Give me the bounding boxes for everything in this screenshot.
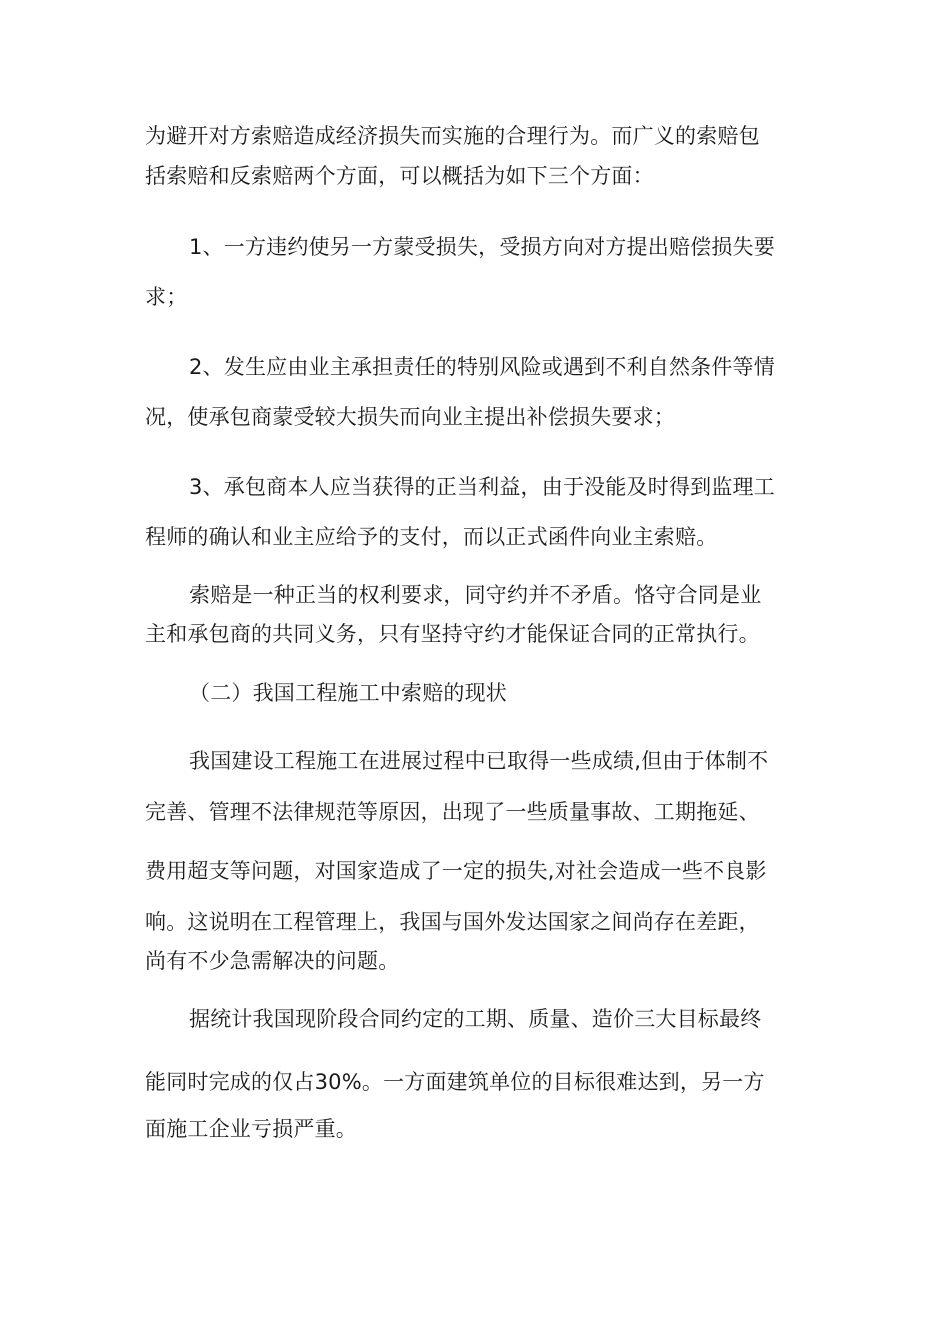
section-heading: （二）我国工程施工中索赔的现状 <box>189 681 507 705</box>
text-line: 尚有不少急需解决的问题。 <box>145 949 400 973</box>
text-line: 响。这说明在工程管理上，我国与国外发达国家之间尚存在差距， <box>145 910 760 934</box>
text-line: 完善、管理不法律规范等原因，出现了一些质量事故、工期拖延、 <box>145 800 760 824</box>
text-line: 求； <box>145 285 188 309</box>
text-line: 程师的确认和业主应给予的支付，而以正式函件向业主索赔。 <box>145 525 718 549</box>
text-line: 面施工企业亏损严重。 <box>145 1117 357 1141</box>
paragraph-line: 我国建设工程施工在进展过程中已取得一些成绩,但由于体制不 <box>189 749 769 773</box>
text-line: 能同时完成的仅占30%。一方面建筑单位的目标很难达到，另一方 <box>145 1070 765 1094</box>
list-item-1: 1、一方违约使另一方蒙受损失，受损方向对方提出赔偿损失要 <box>189 235 775 259</box>
text-line: 费用超支等问题，对国家造成了一定的损失,对社会造成一些不良影 <box>145 859 767 883</box>
paragraph-line: 据统计我国现阶段合同约定的工期、质量、造价三大目标最终 <box>189 1007 762 1031</box>
text-line: 主和承包商的共同义务，只有坚持守约才能保证合同的正常执行。 <box>145 622 760 646</box>
list-item-2: 2、发生应由业主承担责任的特别风险或遇到不利自然条件等情 <box>189 355 775 379</box>
list-item-3: 3、承包商本人应当获得的正当利益，由于没能及时得到监理工 <box>189 475 775 499</box>
text-line: 括索赔和反索赔两个方面，可以概括为如下三个方面： <box>145 164 654 188</box>
paragraph-line: 索赔是一种正当的权利要求，同守约并不矛盾。恪守合同是业 <box>189 583 762 607</box>
text-line: 况，使承包商蒙受较大损失而向业主提出补偿损失要求； <box>145 405 675 429</box>
text-line: 为避开对方索赔造成经济损失而实施的合理行为。而广义的索赔包 <box>145 124 760 148</box>
